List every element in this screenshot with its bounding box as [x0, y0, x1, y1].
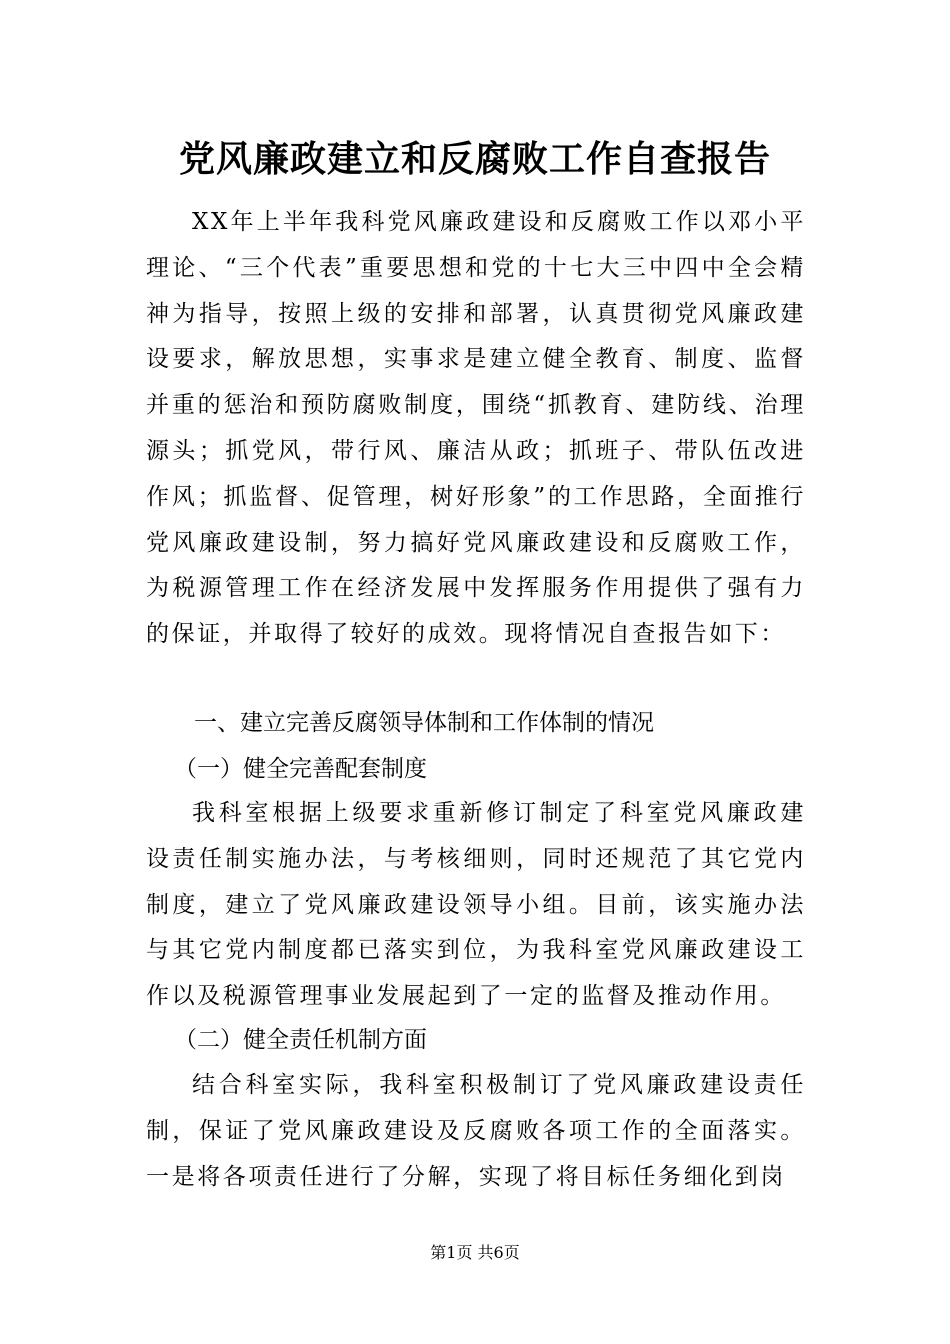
subsection-paragraph-2: 结合科室实际，我科室积极制订了党风廉政建设责任制，保证了党风廉政建设及反腐败各项工作的全面落实。一是将各项责任进行了分解，实现了将目标任务细化到岗 — [146, 1072, 806, 1190]
intro-paragraph: XX年上半年我科党风廉政建设和反腐败工作以邓小平理论、“三个代表”重要思想和党的十七大三中四中全会精神为指导，按照上级的安排和部署，认真贯彻党风廉政建设要求，解放思想，实事求是建立健全教育、制度、监督并重的惩治和预防腐败制度，围绕“抓教育、建防线、治理源头；抓党风，带行风、廉洁从政；抓班子、带队伍改进作风；抓监督、促管理，树好形象”的工作思路，全面推行党风廉政建设制，努力搞好党风廉政建设和反腐败工作，为税源管理工作在经济发展中发挥服务作用提供了强有力的保证，并取得了较好的成效。现将情况自查报告如下： — [146, 209, 806, 648]
document-title: 党风廉政建立和反腐败工作自查报告 — [178, 138, 771, 180]
subsection-heading-2: （二）健全责任机制方面 — [174, 1027, 427, 1053]
subsection-paragraph-1: 我科室根据上级要求重新修订制定了科室党风廉政建设责任制实施办法，与考核细则，同时还规范了其它党内制度，建立了党风廉政建设领导小组。目前，该实施办法与其它党内制度都已落实到位，为我科室党风廉政建设工作以及税源管理事业发展起到了一定的监督及推动作用。 — [146, 800, 806, 1010]
section-heading-1: 一、建立完善反腐领导体制和工作体制的情况 — [194, 710, 654, 736]
subsection-heading-1: （一）健全完善配套制度 — [174, 756, 427, 782]
page-number-footer: 第1页 共6页 — [430, 1243, 520, 1262]
